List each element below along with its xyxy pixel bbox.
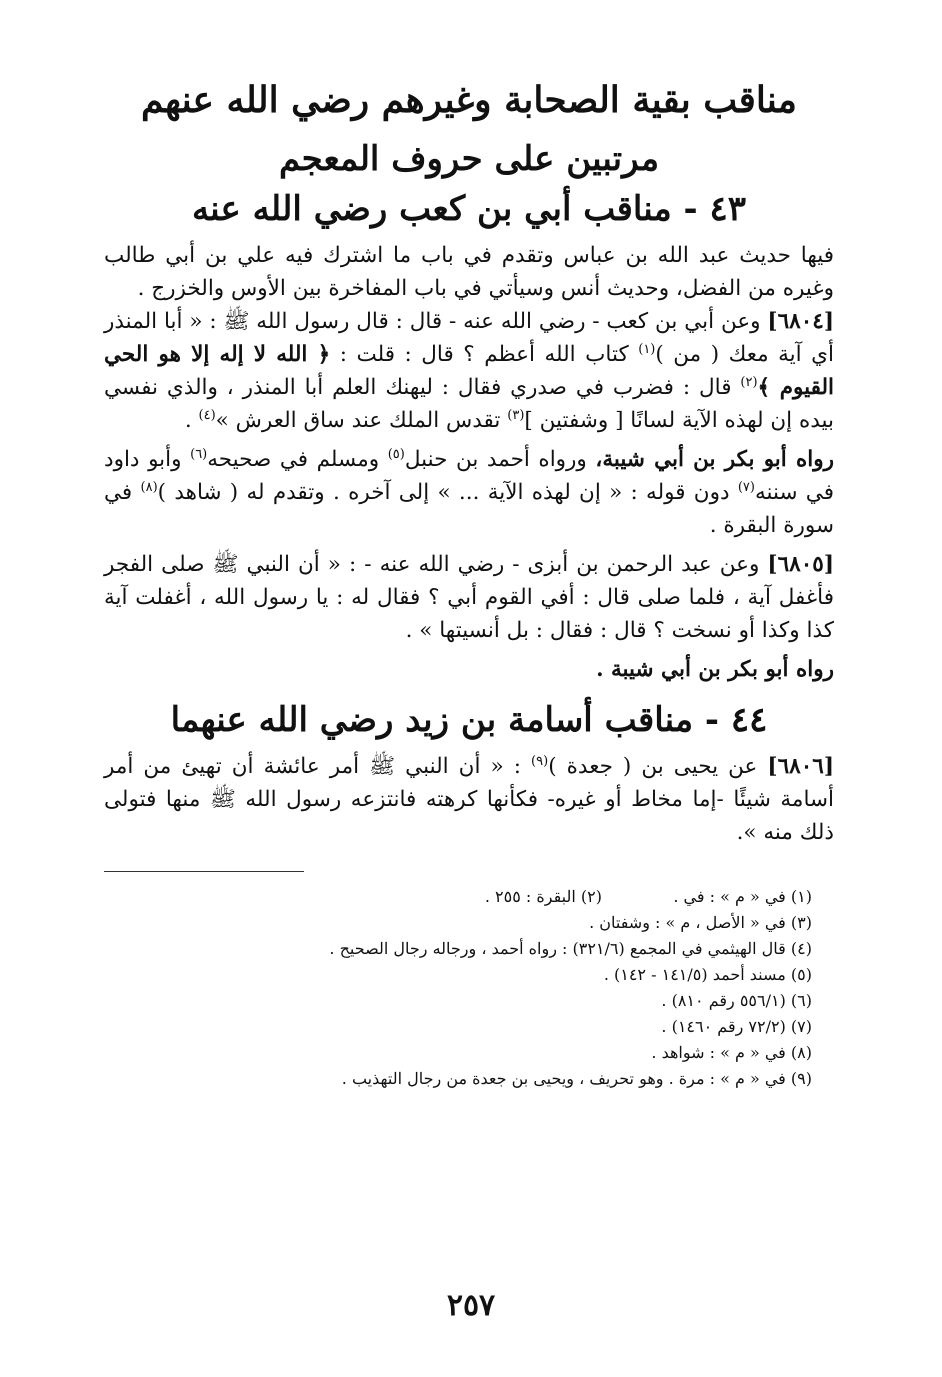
footnote-row (104, 884, 812, 910)
footnote-ref[interactable]: (٧) (737, 479, 755, 495)
hadith-text: عن يحيى بن ( جعدة ) (548, 753, 758, 779)
chapter-43-heading: ٤٣ - مناقب أبي بن كعب رضي الله عنه (191, 188, 747, 229)
main-heading-line1: مناقب بقية الصحابة وغيرهم رضي الله عنهم (141, 79, 797, 121)
hadith-number: [٦٨٠٦] (767, 753, 834, 779)
footnote-5: (٥) مسند أحمد (١٤١/٥ - ١٤٢) . (603, 964, 812, 984)
hadith-6806 (104, 750, 834, 849)
takhrij-6805: رواه أبو بكر بن أبي شيبة . (596, 656, 834, 682)
takhrij-text: وأبو داود في سننه (104, 446, 834, 505)
takhrij-text: ومسلم في صحيحه (207, 446, 380, 472)
footnote-2: (٢) البقرة : ٢٥٥ . (484, 886, 602, 906)
chapter-44-heading: ٤٤ - مناقب أسامة بن زيد رضي الله عنهما (170, 699, 768, 740)
footnote-4: (٤) قال الهيثمي في المجمع (٣٢١/٦) : رواه أحمد ، ورجاله رجال الصحيح . (329, 938, 812, 958)
footnote-ref[interactable]: (١) (638, 341, 656, 357)
footnote-ref[interactable]: (٢) (740, 374, 758, 390)
hadith-text: كتاب الله أعظم ؟ قال : قلت : (339, 341, 629, 367)
hadith-6804 (104, 305, 834, 437)
hadith-text: وعن عبد الرحمن بن أبزى - رضي الله عنه - : « أن النبي ﷺ صلى الفجر فأغفل آية ، فلما صلى قال : أفي القوم أبي ؟ فقال له : يا رسول الله ، أغفلت آية كذا وكذا أو نسخت ؟ قال : فقال : بل أنسيتها » . (104, 551, 834, 643)
footnote-8: (٨) في « م » : شواهد . (651, 1042, 812, 1062)
footnote-ref[interactable]: (٦) (190, 446, 208, 462)
main-heading-line2: مرتبين على حروف المعجم (278, 139, 660, 180)
footnote-ref[interactable]: (٨) (140, 479, 158, 495)
hadith-6805 (104, 548, 834, 647)
footnotes (104, 884, 812, 1092)
hadith-number: [٦٨٠٥] (767, 551, 834, 577)
chapter-43-intro: فيها حديث عبد الله بن عباس وتقدم في باب ما اشترك فيه علي بن أبي طالب وغيره من الفضل، وحديث أنس وسيأتي في باب المفاخرة بين الأوس والخزرج . (104, 242, 834, 301)
footnote-7: (٧) (٧٢/٢ رقم ١٤٦٠) . (661, 1016, 812, 1036)
footnote-1: (١) في « م » : في . (673, 886, 812, 906)
hadith-number: [٦٨٠٤] (767, 308, 834, 334)
footnote-ref[interactable]: (٣) (507, 407, 525, 423)
hadith-text: تقدس الملك عند ساق العرش » (215, 407, 501, 433)
footnote-9: (٩) في « م » : مرة . وهو تحريف ، ويحيى بن جعدة من رجال التهذيب . (341, 1068, 812, 1088)
footnote-divider (104, 871, 304, 872)
page-body (104, 70, 834, 1092)
footnote-ref[interactable]: (٥) (387, 446, 405, 462)
footnote-6: (٦) (٥٥٦/١ رقم ٨١٠) . (661, 990, 812, 1010)
footnote-3: (٣) في « الأصل ، م » : وشفتان . (589, 912, 812, 932)
quran-verse: ﴿ الله لا إله إلا هو الحي القيوم ﴾ (104, 341, 835, 400)
footnote-ref[interactable]: (٤) (198, 407, 216, 423)
takhrij-text: ورواه أحمد بن حنبل (404, 446, 587, 472)
footnote-ref[interactable]: (٩) (531, 753, 549, 769)
page-number: ٢٥٧ (446, 1288, 496, 1323)
takhrij-source: رواه أبو بكر بن أبي شيبة، (595, 446, 834, 472)
takhrij-text: في سورة البقرة . (104, 479, 834, 538)
hadith-text: : « أن النبي ﷺ أمر عائشة أن تهيئ من أمر أسامة شيئًا -إما مخاط أو غيره- فكأنها كرهته فانتزعه رسول الله ﷺ منها فتولى ذلك منه ». (104, 753, 834, 845)
takhrij-6804 (104, 443, 834, 542)
hadith-text: وعن أبي بن كعب - رضي الله عنه - قال : قال رسول الله ﷺ : « أبا المنذر أي آية معك ( من ) (104, 308, 834, 367)
hadith-text: قال : فضرب في صدري فقال : ليهنك العلم أبا المنذر ، والذي نفسي بيده إن لهذه الآية لسانًا [ وشفتين ] (104, 374, 834, 433)
hadith-text: . (184, 407, 192, 433)
takhrij-text: دون قوله : « إن لهذه الآية ... » إلى آخره . وتقدم له ( شاهد ) (157, 479, 730, 505)
